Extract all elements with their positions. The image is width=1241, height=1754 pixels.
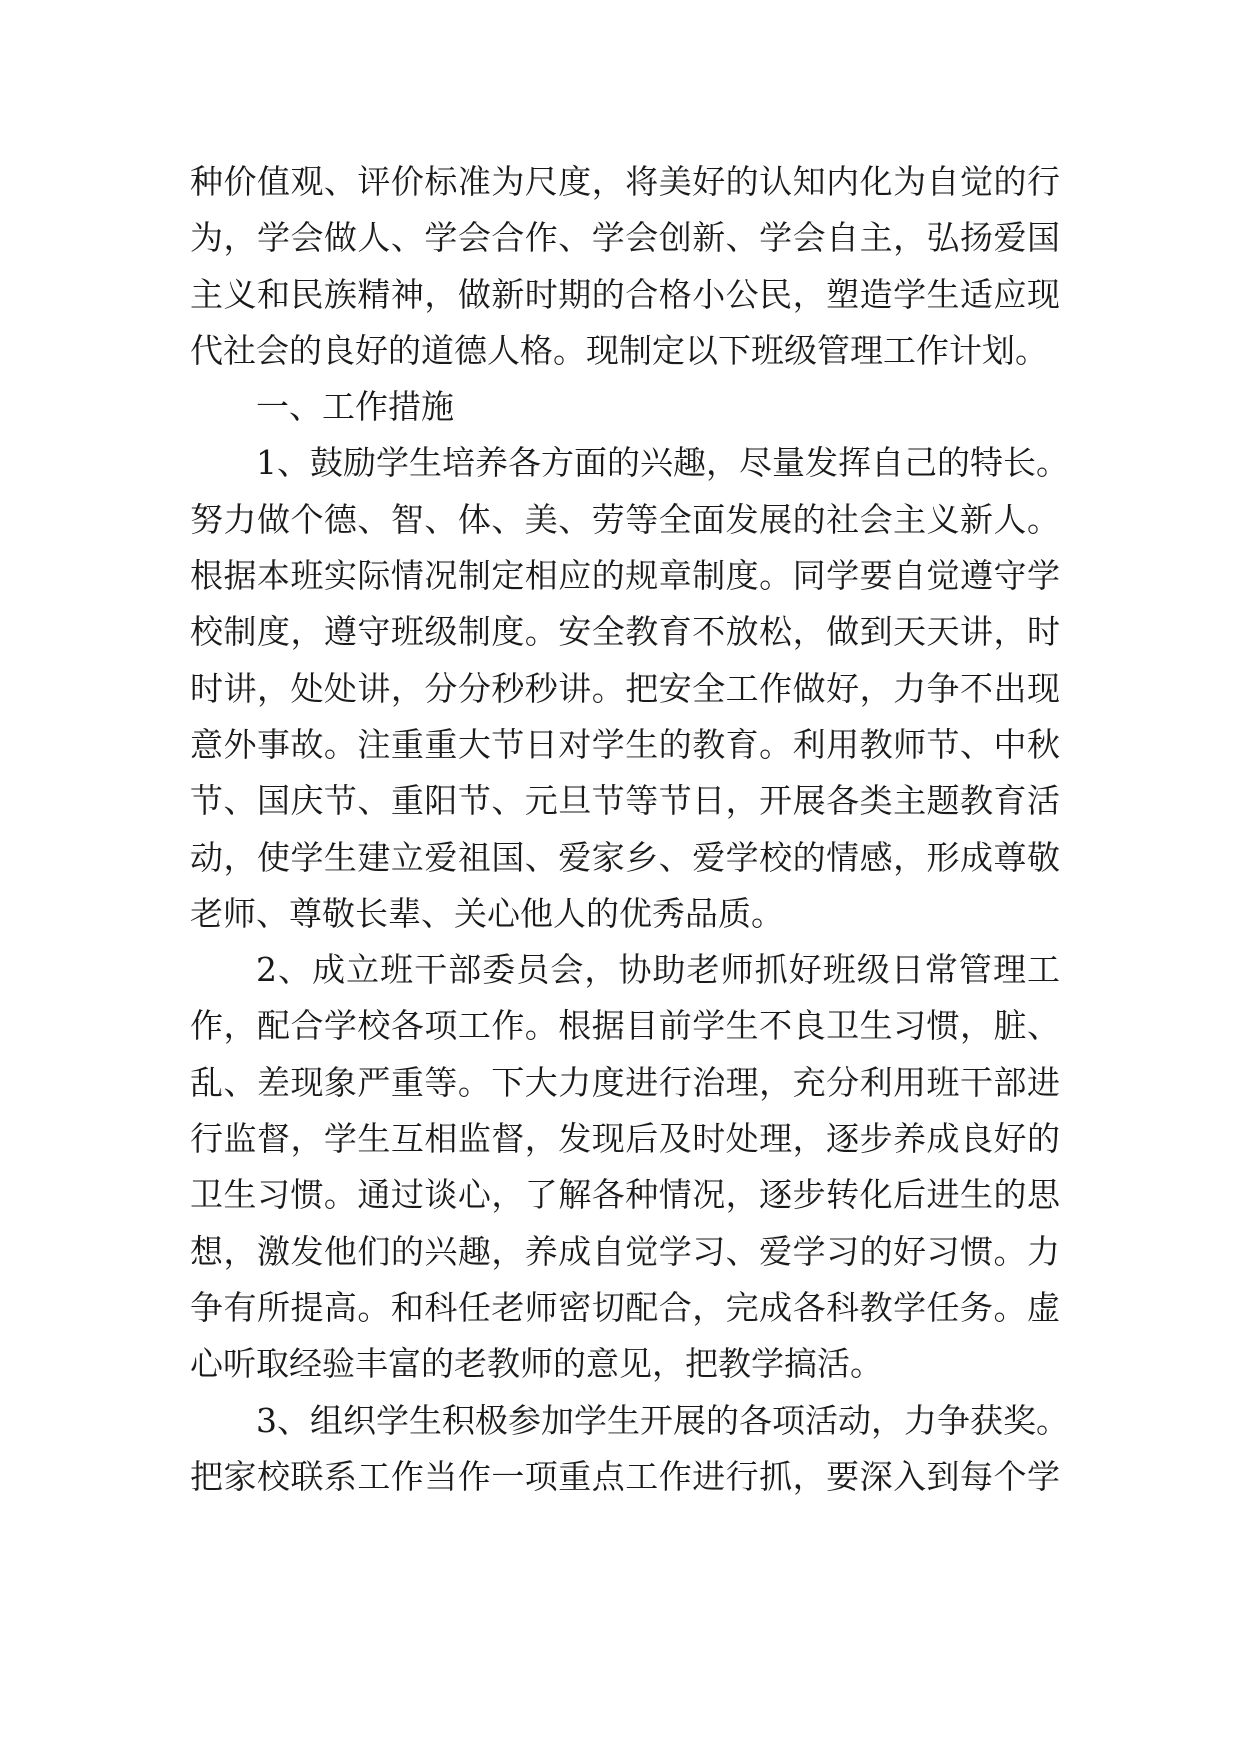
text-line: 乱、差现象严重等。下大力度进行治理，充分利用班干部进 — [190, 1062, 1060, 1102]
text-line: 为，学会做人、学会合作、学会创新、学会自主，弘扬爱国 — [190, 218, 1060, 258]
paragraph-item-1 — [190, 435, 1069, 942]
text-line: 代社会的良好的道德人格。现制定以下班级管理工作计划。 — [190, 330, 1048, 370]
paragraph-heading-measures — [190, 379, 1060, 435]
text-line: 作，配合学校各项工作。根据目前学生不良卫生习惯，脏、 — [190, 1006, 1060, 1046]
text-line: 节、国庆节、重阳节、元旦节等节日，开展各类主题教育活 — [190, 781, 1060, 821]
text-line: 校制度，遵守班级制度。安全教育不放松，做到天天讲，时 — [190, 612, 1060, 652]
text-line: 3、组织学生积极参加学生开展的各项活动，力争获奖。 — [256, 1400, 1069, 1440]
text-line: 意外事故。注重重大节日对学生的教育。利用教师节、中秋 — [190, 724, 1060, 764]
paragraph-intro — [190, 154, 1060, 379]
text-line: 一、工作措施 — [256, 387, 454, 427]
text-line: 种价值观、评价标准为尺度，将美好的认知内化为自觉的行 — [190, 162, 1060, 201]
text-line: 想，激发他们的兴趣，养成自觉学习、爱学习的好习惯。力 — [190, 1231, 1060, 1271]
text-line: 主义和民族精神，做新时期的合格小公民，塑造学生适应现 — [190, 274, 1060, 314]
text-line: 把家校联系工作当作一项重点工作进行抓，要深入到每个学 — [190, 1456, 1060, 1496]
text-line: 根据本班实际情况制定相应的规章制度。同学要自觉遵守学 — [190, 556, 1060, 596]
paragraph-item-3 — [190, 1393, 1069, 1506]
text-line: 卫生习惯。通过谈心，了解各种情况，逐步转化后进生的思 — [190, 1175, 1060, 1215]
text-line: 心听取经验丰富的老教师的意见，把教学搞活。 — [190, 1344, 883, 1384]
paragraph-item-2 — [190, 942, 1060, 1392]
document-body — [190, 154, 1069, 1505]
text-line: 行监督，学生互相监督，发现后及时处理，逐步养成良好的 — [190, 1119, 1060, 1159]
text-line: 努力做个德、智、体、美、劳等全面发展的社会主义新人。 — [190, 499, 1060, 539]
text-line: 老师、尊敬长辈、关心他人的优秀品质。 — [190, 893, 784, 933]
text-line: 争有所提高。和科任老师密切配合，完成各科教学任务。虚 — [190, 1287, 1060, 1327]
text-line: 时讲，处处讲，分分秒秒讲。把安全工作做好，力争不出现 — [190, 668, 1060, 708]
text-line: 动，使学生建立爱祖国、爱家乡、爱学校的情感，形成尊敬 — [190, 837, 1060, 877]
text-line: 1、鼓励学生培养各方面的兴趣，尽量发挥自己的特长。 — [256, 443, 1069, 483]
text-line: 2、成立班干部委员会，协助老师抓好班级日常管理工 — [256, 950, 1060, 990]
